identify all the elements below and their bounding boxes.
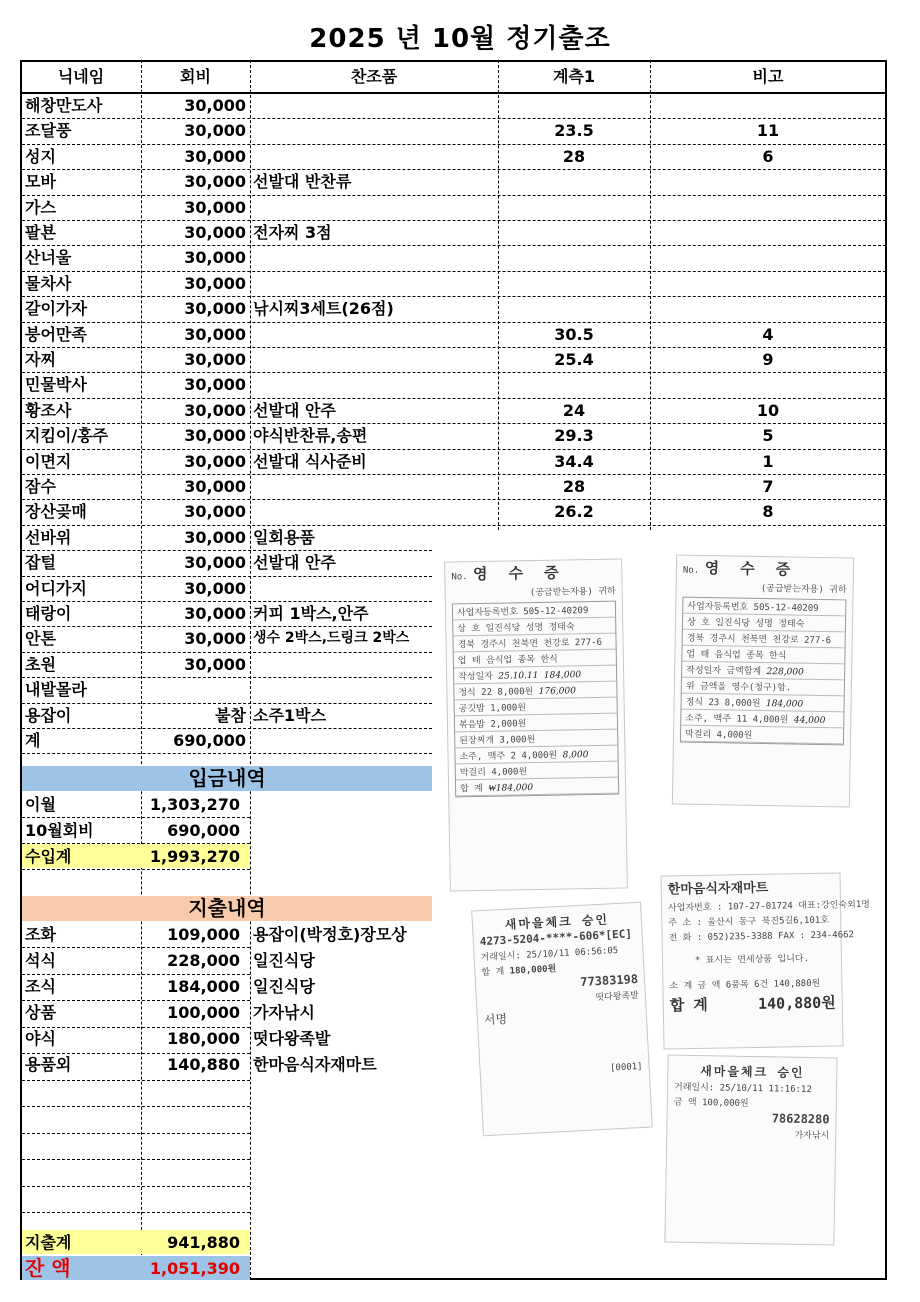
header-measure: 계측1 — [552, 67, 596, 86]
member-note: 11 — [756, 121, 780, 141]
member-nickname: 가스 — [25, 197, 56, 217]
expense-amount: 109,000 — [167, 925, 240, 944]
member-nickname: 이면지 — [25, 451, 72, 471]
member-donation — [253, 271, 497, 296]
member-nickname: 계 — [25, 731, 41, 750]
member-fee: 30,000 — [184, 654, 246, 674]
expense-amount: 140,880 — [167, 1055, 240, 1074]
member-nickname: 해창만도사 — [25, 96, 103, 115]
row-divider — [22, 1053, 250, 1054]
member-measure: 29.3 — [554, 426, 594, 446]
row-divider — [22, 869, 250, 870]
member-note — [651, 296, 885, 321]
row-divider — [22, 1027, 250, 1028]
member-donation — [253, 93, 497, 118]
member-note: 10 — [756, 400, 780, 420]
member-measure: 28 — [562, 146, 586, 166]
expense-description: 가자낚시 — [253, 1003, 315, 1022]
member-donation — [253, 372, 497, 397]
expense-label: 용품외 — [25, 1055, 72, 1074]
row-divider — [22, 1212, 250, 1213]
member-nickname: 갈이가자 — [25, 299, 87, 319]
member-nickname: 장산곶매 — [25, 502, 87, 522]
row-divider — [22, 1159, 250, 1160]
member-donation — [253, 474, 497, 499]
receipt-image: 새마을체크 승인 거래일시: 25/10/11 11:16:12 금 액 100,000원 78628280 가자낚시 — [664, 1055, 837, 1246]
member-measure — [499, 220, 649, 245]
member-measure — [499, 372, 649, 397]
member-donation — [253, 322, 497, 347]
header-fee: 회비 — [180, 67, 211, 86]
income-label: 10월회비 — [25, 821, 94, 840]
expense-amount: 100,000 — [167, 1003, 240, 1022]
member-donation — [253, 245, 497, 270]
member-measure — [499, 271, 649, 296]
expense-amount: 184,000 — [167, 977, 240, 996]
income-amount: 1,993,270 — [149, 847, 240, 866]
member-note — [651, 195, 885, 220]
member-nickname: 선바위 — [25, 527, 72, 547]
member-donation: 생수 2박스,드링크 2박스 — [253, 630, 410, 647]
member-measure — [499, 195, 649, 220]
balance-label: 잔 액 — [25, 1256, 71, 1280]
member-donation: 선발대 안주 — [253, 553, 336, 573]
member-donation: 낚시찌3세트(26점) — [253, 299, 394, 319]
member-fee: 30,000 — [184, 426, 246, 446]
member-note — [651, 271, 885, 296]
member-nickname: 잡털 — [25, 553, 56, 573]
expense-total-label: 지출계 — [25, 1233, 72, 1252]
member-nickname: 붕어만족 — [25, 324, 87, 344]
income-amount: 690,000 — [167, 821, 240, 840]
member-nickname: 어디가지 — [25, 578, 87, 598]
member-note: 1 — [762, 451, 774, 471]
header-nickname: 닉네임 — [57, 67, 105, 86]
member-fee — [142, 677, 246, 702]
member-note: 4 — [762, 324, 774, 344]
member-fee: 30,000 — [184, 299, 246, 319]
member-nickname: 성지 — [25, 146, 56, 166]
member-fee: 30,000 — [184, 350, 246, 369]
member-note — [651, 220, 885, 245]
member-measure — [499, 169, 649, 194]
receipt-image: No. 영 수 증 (공급받는자용) 귀하 사업자등록번호 505-12-40209 상 호 일진식당 성명 정태숙 경북 경주시 천북면 천강로 277-6 업 태 음식업 종목 한식 작성일자 25.10.11 184,000 정식 22 8,000원 176,000 공깃밥 1,000원 볶음밥 2,000원 된장찌개 3,000원 소주, 맥주 2 4,000원 8,000 막걸리 4,000원 합 계 ₩184,000 — [444, 558, 628, 891]
member-note — [651, 372, 885, 397]
member-donation — [253, 347, 497, 372]
member-nickname: 태랑이 — [25, 604, 72, 623]
member-measure — [499, 296, 649, 321]
member-measure: 25.4 — [554, 350, 594, 369]
member-fee: 30,000 — [184, 400, 246, 420]
col-divider — [250, 60, 251, 1280]
member-fee: 30,000 — [184, 248, 246, 268]
row-divider — [22, 1000, 250, 1001]
income-amount: 1,303,270 — [149, 795, 240, 814]
member-fee: 30,000 — [184, 553, 246, 573]
member-fee: 30,000 — [184, 197, 246, 217]
member-donation: 선발대 반찬류 — [253, 172, 352, 192]
member-donation — [253, 195, 497, 220]
row-divider — [22, 1133, 250, 1134]
member-note: 6 — [762, 146, 774, 166]
member-donation: 일회용품 — [253, 527, 315, 547]
expense-label: 야식 — [25, 1029, 56, 1048]
header-note: 비고 — [752, 67, 784, 86]
member-fee: 30,000 — [184, 273, 246, 293]
member-donation — [253, 499, 497, 524]
member-fee: 30,000 — [184, 578, 246, 598]
member-donation: 선발대 식사준비 — [253, 451, 367, 471]
member-fee: 30,000 — [184, 375, 246, 395]
member-nickname: 잠수 — [25, 477, 56, 496]
expense-description: 한마음식자재마트 — [253, 1055, 377, 1074]
expense-label: 석식 — [25, 951, 56, 970]
member-fee: 30,000 — [184, 477, 246, 496]
member-donation: 전자찌 3점 — [253, 223, 332, 242]
member-donation — [253, 144, 497, 169]
member-fee: 30,000 — [184, 502, 246, 522]
row-divider — [22, 1186, 250, 1187]
row-divider — [22, 947, 250, 948]
member-nickname: 안톤 — [25, 629, 56, 649]
income-label: 수입계 — [25, 847, 72, 866]
page-title: 2025 년 10월 정기출조 — [309, 24, 611, 54]
member-nickname: 자찌 — [25, 350, 56, 369]
member-nickname: 모바 — [25, 172, 56, 192]
receipt-image: 새마을체크 승인 4273-5204-****-606*[EC] 거래일시: 25/10/11 06:56:05 합 계 180,000원 77383198 떳다왕족발 서명 [0001] — [471, 902, 653, 1137]
member-nickname: 민물박사 — [25, 375, 87, 395]
member-fee: 불참 — [215, 705, 246, 725]
expense-description: 떳다왕족발 — [253, 1029, 331, 1048]
member-measure — [499, 245, 649, 270]
member-measure: 30.5 — [554, 324, 594, 344]
member-nickname: 물차사 — [25, 273, 72, 293]
member-fee: 30,000 — [184, 451, 246, 471]
member-fee: 30,000 — [184, 629, 246, 649]
member-fee: 30,000 — [184, 121, 246, 141]
member-nickname: 용잡이 — [25, 705, 72, 725]
member-note — [651, 169, 885, 194]
member-note: 7 — [762, 477, 774, 496]
member-fee: 690,000 — [173, 731, 246, 750]
member-donation: 선발대 안주 — [253, 400, 336, 420]
member-nickname: 조달풍 — [25, 121, 72, 141]
member-donation: 커피 1박스,안주 — [253, 604, 369, 623]
member-nickname: 팔뵨 — [25, 223, 56, 242]
expense-label: 조화 — [25, 925, 56, 944]
balance-amount: 1,051,390 — [149, 1259, 240, 1278]
expense-amount: 180,000 — [167, 1029, 240, 1048]
member-note: 9 — [762, 350, 774, 369]
member-note — [651, 93, 885, 118]
member-nickname: 산너울 — [25, 248, 72, 268]
member-donation — [253, 118, 497, 143]
member-donation: 야식반찬류,송편 — [253, 426, 368, 446]
member-note: 5 — [762, 426, 774, 446]
member-fee: 30,000 — [184, 146, 246, 166]
row-divider — [22, 1106, 250, 1107]
receipt-image: 한마음식자재마트 사업자번호 : 107-27-01724 대표:강인숙외1명 주 소 : 울산시 동구 북진5길6,101호 전 화 : 052)235-3388 FAX : 234-4662 * 표시는 면세상품 입니다. 소 계 금 액 6품목 6건 140,880원 합 계 140,880원 — [660, 872, 843, 1049]
member-fee: 30,000 — [184, 527, 246, 547]
member-note — [651, 245, 885, 270]
expense-heading: 지출내역 — [188, 896, 266, 920]
member-fee: 30,000 — [184, 172, 246, 192]
expense-total-amount: 941,880 — [167, 1233, 240, 1252]
member-measure: 28 — [562, 477, 586, 496]
member-nickname: 내발몰라 — [25, 680, 87, 700]
member-note: 8 — [762, 502, 774, 522]
member-measure: 34.4 — [554, 451, 594, 471]
expense-description: 용잡이(박정호)장모상 — [253, 925, 407, 944]
member-fee: 30,000 — [184, 96, 246, 115]
member-measure: 24 — [562, 400, 586, 420]
member-fee: 30,000 — [184, 223, 246, 242]
expense-label: 조식 — [25, 977, 56, 996]
member-donation: 소주1박스 — [253, 705, 326, 725]
member-measure: 26.2 — [554, 502, 594, 522]
member-nickname: 초원 — [25, 654, 56, 674]
member-measure — [499, 93, 649, 118]
row-divider — [22, 1080, 250, 1081]
income-heading: 입금내역 — [188, 766, 266, 790]
expense-description: 일진식당 — [253, 977, 315, 996]
member-fee: 30,000 — [184, 604, 246, 623]
member-nickname: 지킴이/홍주 — [25, 426, 109, 446]
expense-label: 상품 — [25, 1003, 56, 1022]
member-measure: 23.5 — [554, 121, 594, 141]
receipt-image: No. 영 수 증 (공급받는자용) 귀하 사업자등록번호 505-12-40209 상 호 일진식당 성명 정태숙 경북 경주시 천북면 천강로 277-6 업 태 음식업 종목 한식 작성일자 금액합계 228,000 위 금액을 영수(청구)함. 정식 23 8,000원 184,000 소주, 맥주 11 4,000원 44,000 막걸리 4,000원 — [672, 554, 854, 807]
row-divider — [22, 974, 250, 975]
header-donation: 찬조품 — [350, 67, 398, 86]
expense-amount: 228,000 — [167, 951, 240, 970]
expense-description: 일진식당 — [253, 951, 315, 970]
income-label: 이월 — [25, 795, 56, 814]
member-fee: 30,000 — [184, 324, 246, 344]
row-divider — [22, 753, 432, 754]
member-nickname: 황조사 — [25, 400, 72, 420]
